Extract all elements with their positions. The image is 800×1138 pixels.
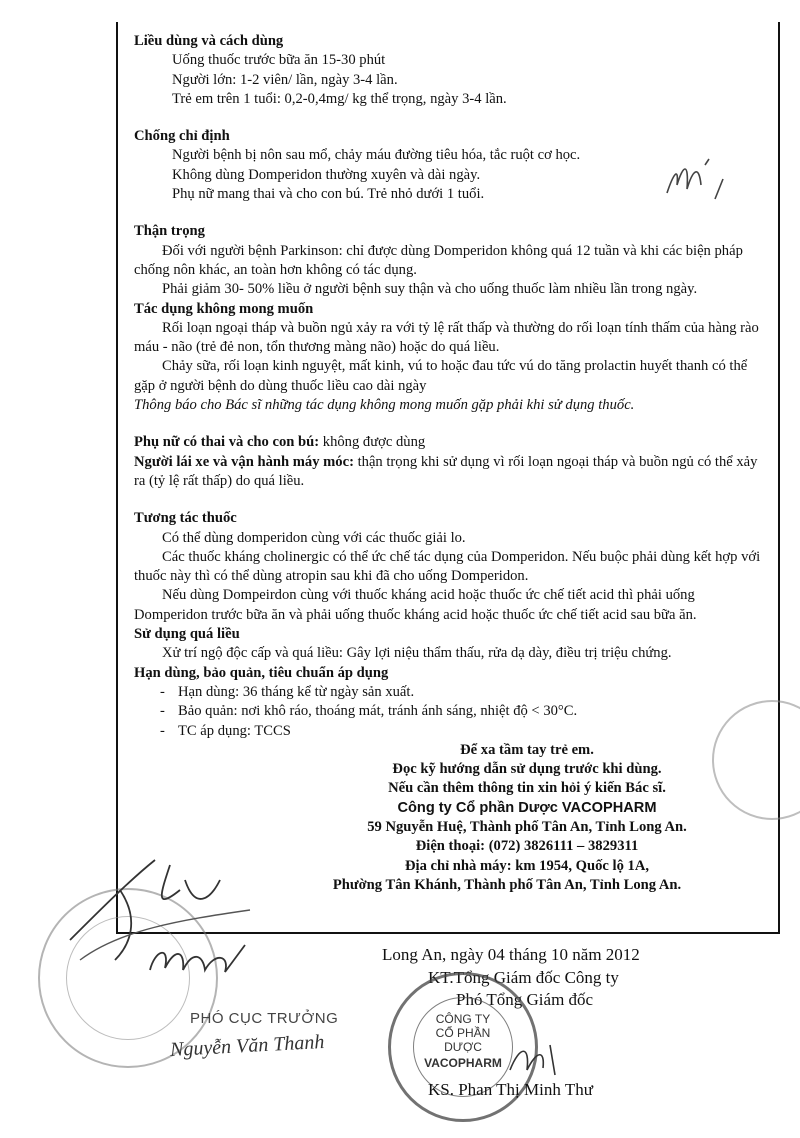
driving-label: Người lái xe và vận hành máy móc: <box>134 453 354 470</box>
side-effect-paragraph: Rối loạn ngoại tháp và buồn ngủ xảy ra với tỷ lệ rất thấp và thường do rối loạn tính thấm của hàng rào máu - não (trẻ đẻ non, tổn thương màng não) hoặc do quá liều. <box>134 319 759 356</box>
approval-title: PHÓ CỤC TRƯỞNG <box>190 1010 339 1027</box>
storage-item: - Bảo quản: nơi khô ráo, thoáng mát, tránh ánh sáng, nhiệt độ < 30°C. <box>134 702 770 721</box>
overdose-text: Xử trí ngộ độc cấp và quá liều: Gây lợi niệu thẩm thấu, rửa dạ dày, điều trị triệu chứng. <box>162 645 672 662</box>
storage-list <box>134 683 770 741</box>
approval-signature-name <box>145 940 255 990</box>
storage-heading: Hạn dùng, bảo quản, tiêu chuẩn áp dụng <box>134 664 389 681</box>
dosage-line: Trẻ em trên 1 tuổi: 0,2-0,4mg/ kg thể trọng, ngày 3-4 lần. <box>172 90 507 107</box>
precautions-heading: Thận trọng <box>134 223 205 240</box>
precaution-paragraph: Phải giảm 30- 50% liều ở người bệnh suy thận và cho uống thuốc làm nhiều lần trong ngày. <box>162 281 698 298</box>
warning-line: Để xa tầm tay trẻ em. <box>460 741 594 758</box>
warning-line: Nếu cần thêm thông tin xin hỏi ý kiến Bác sĩ. <box>388 780 666 797</box>
side-effect-paragraph: Chảy sữa, rối loạn kinh nguyệt, mất kinh, vú to hoặc đau tức vú do tăng prolactin huyết thanh có thể gặp ở người bệnh do dùng thuốc liều cao dài ngày <box>134 358 748 394</box>
factory-address: Phường Tân Khánh, Thành phố Tân An, Tỉnh Long An. <box>332 876 682 893</box>
side-effects-heading: Tác dụng không mong muốn <box>134 300 314 317</box>
storage-item: - Hạn dùng: 36 tháng kể từ ngày sản xuất. <box>134 683 770 702</box>
signature-date: Long An, ngày 04 tháng 10 năm 2012 <box>382 945 640 964</box>
side-effect-note: Thông báo cho Bác sĩ những tác dụng không mong muốn gặp phải khi sử dụng thuốc. <box>134 397 635 414</box>
interaction-paragraph: Các thuốc kháng cholinergic có thể ức chế tác dụng của Domperidon. Nếu buộc phải dùng kết hợp với thuốc này thì có thể dùng atropin sau khi đã cho uống Domperidon. <box>134 548 761 585</box>
pregnancy-line <box>134 433 770 452</box>
dosage-line: Người lớn: 1-2 viên/ lần, ngày 3-4 lần. <box>172 71 398 88</box>
company-phone: Điện thoại: (072) 3826111 – 3829311 <box>415 838 639 855</box>
signer-name: KS. Phan Thị Minh Thư <box>428 1080 593 1099</box>
stamp-line: DƯỢC <box>444 1040 482 1054</box>
pregnancy-text: không được dùng <box>319 434 426 451</box>
director-signature <box>505 1040 565 1080</box>
initials-signature <box>665 155 725 205</box>
overdose-heading: Sử dụng quá liều <box>134 626 240 643</box>
stamp-line: VACOPHARM <box>424 1056 502 1070</box>
factory-address: Địa chỉ nhà máy: km 1954, Quốc lộ 1A, <box>404 857 650 874</box>
contraindication-line: Phụ nữ mang thai và cho con bú. Trẻ nhỏ dưới 1 tuổi. <box>172 186 485 203</box>
pregnancy-label: Phụ nữ có thai và cho con bú: <box>134 434 320 451</box>
driving-text: thận trọng khi sử dụng vì rối loạn ngoại tháp và buồn ngủ có thể xảy ra (tỷ lệ rất thấp) do quá liều. <box>134 453 758 489</box>
company-name: Công ty Cổ phần Dược VACOPHARM <box>397 799 657 816</box>
company-address: 59 Nguyễn Huệ, Thành phố Tân An, Tỉnh Long An. <box>367 818 687 835</box>
storage-item: - TC áp dụng: TCCS <box>134 722 770 741</box>
dosage-heading: Liều dùng và cách dùng <box>134 33 284 49</box>
contraindications-heading: Chống chỉ định <box>134 128 230 145</box>
approval-name: Nguyễn Văn Thanh <box>169 1030 325 1062</box>
contraindication-line: Người bệnh bị nôn sau mổ, chảy máu đường tiêu hóa, tắc ruột cơ học. <box>172 147 581 164</box>
signature-title-2: Phó Tổng Giám đốc <box>456 990 594 1009</box>
precaution-paragraph: Đối với người bệnh Parkinson: chỉ được dùng Domperidon không quá 12 tuần và khi các biện pháp chống nôn khác, an toàn hơn không có tác dụng. <box>134 242 743 278</box>
interactions-heading: Tương tác thuốc <box>134 510 237 527</box>
warning-line: Đọc kỹ hướng dẫn sử dụng trước khi dùng. <box>392 761 662 778</box>
dosage-line: Uống thuốc trước bữa ăn 15-30 phút <box>172 52 386 69</box>
driving-line <box>134 453 770 492</box>
interaction-paragraph: Nếu dùng Dompeirdon cùng với thuốc kháng acid hoặc thuốc ức chế tiết acid thì phải uống Domperidon trước bữa ăn và phải uống thuốc kháng acid hoặc thuốc ức chế tiết acid sau bữa ăn. <box>134 587 697 623</box>
stamp-line: CÔNG TY <box>435 1012 491 1026</box>
contraindication-line: Không dùng Domperidon thường xuyên và dài ngày. <box>172 166 481 183</box>
interaction-paragraph: Có thể dùng domperidon cùng với các thuốc giải lo. <box>162 529 466 546</box>
stamp-line: CỔ PHẦN <box>435 1026 491 1040</box>
signature-title-1: KT.Tổng Giám đốc Công ty <box>428 968 619 987</box>
